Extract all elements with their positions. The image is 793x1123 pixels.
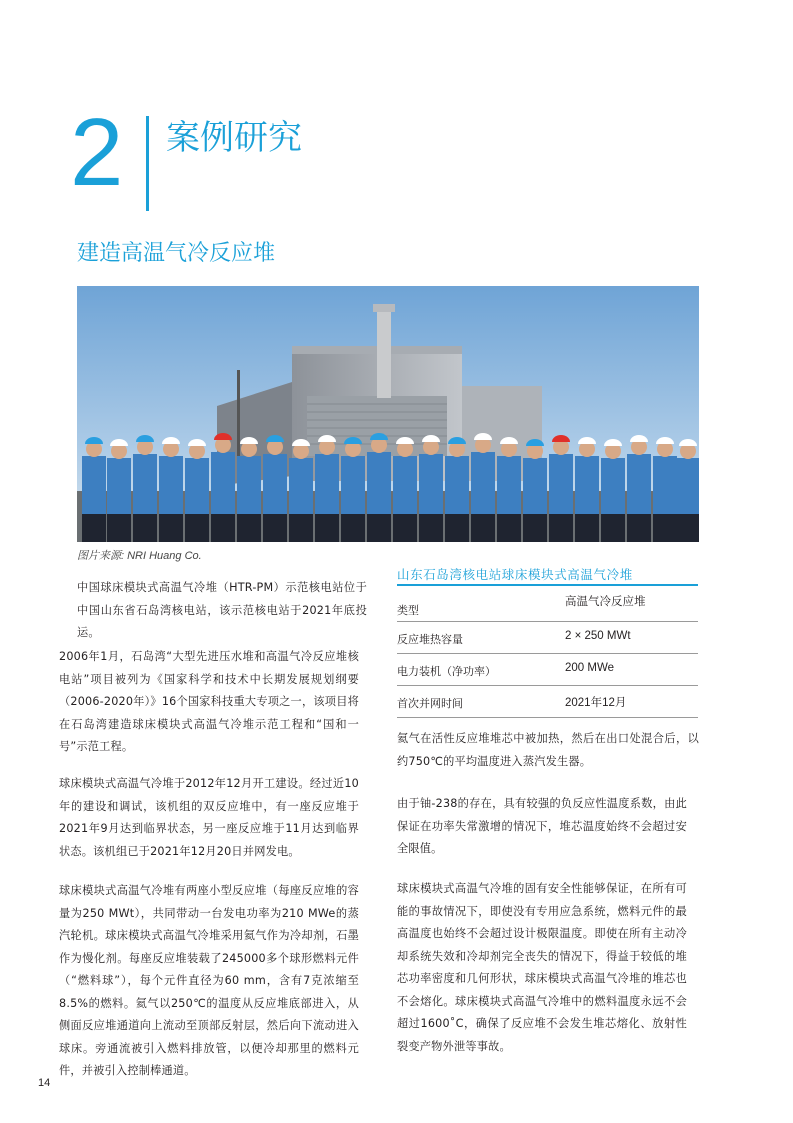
table-cell-label: 反应堆热容量 bbox=[397, 633, 463, 646]
left-paragraph-4: 球床模块式高温气冷堆有两座小型反应堆（每座反应堆的容量为250 MWt），共同带动一台发电功率为210 MWe的蒸汽轮机。球床模块式高温气冷堆采用氦气作为冷却剂，石墨作为慢化剂。每座反应堆装载了245000多个球形燃料元件（“燃料球”），每个元件直径为60 mm，含有7克浓缩至8.5%的燃料。氦气以250℃的温度从反应堆底部进入，从侧面反应堆通道向上流动至顶部反射层，然后向下流动进入球床。旁通流被引入燃料排放管，以便冷却那里的燃料元件，并被引入控制棒通道。 bbox=[59, 884, 359, 1077]
table-cell-value: 2021年12月 bbox=[565, 697, 627, 709]
table-header-value: 高温气冷反应堆 bbox=[565, 594, 646, 608]
left-paragraph-3: 球床模块式高温气冷堆于2012年12月开工建设。经过近10年的建设和调试，该机组的双反应堆中，有一座反应堆于2021年9月达到临界状态，另一座反应堆于11月达到临界状态。该机组已于2021年12月20日并网发电。 bbox=[59, 777, 359, 858]
table-cell-value: 2 × 250 MWt bbox=[565, 630, 631, 642]
right-paragraph-3: 球床模块式高温气冷堆的固有安全性能够保证，在所有可能的事故情况下，即使没有专用应急系统，燃料元件的最高温度也始终不会超过设计极限温度。即使在所有主动冷却系统失效和冷却剂完全丧失的情况下，得益于较低的堆芯功率密度和几何形状，球床模块式高温气冷堆的堆芯也不会熔化。球床模块式高温气冷堆中的燃料温度永远不会超过1600˚C，确保了反应堆不会发生堆芯熔化、放射性裂变产物外泄等事故。 bbox=[397, 882, 687, 1053]
left-paragraph-2: 2006年1月，石岛湾“大型先进压水堆和高温气冷反应堆核电站”项目被列为《国家科学和技术中长期发展规划纲要（2006-2020年）》16个国家科技重大专项之一，该项目将在石岛湾建造球床模块式高温气冷堆示范工程和“国和一号”示范工程。 bbox=[59, 650, 359, 753]
table-header-label: 类型 bbox=[397, 604, 419, 617]
page-number: 14 bbox=[38, 1077, 51, 1089]
table-cell-label: 电力装机（净功率） bbox=[397, 665, 496, 678]
table-cell-label: 首次并网时间 bbox=[397, 697, 463, 710]
right-paragraph-2: 由于铀-238的存在，具有较强的负反应性温度系数，由此保证在功率失常激增的情况下，堆芯温度始终不会超过安全限值。 bbox=[397, 797, 687, 855]
right-paragraph-1: 氦气在活性反应堆堆芯中被加热，然后在出口处混合后，以约750℃的平均温度进入蒸汽发生器。 bbox=[397, 732, 699, 768]
table-title: 山东石岛湾核电站球床模块式高温气冷堆 bbox=[397, 567, 633, 582]
photo-caption: 图片来源: NRI Huang Co. bbox=[77, 550, 202, 562]
table-cell-value: 200 MWe bbox=[565, 662, 615, 674]
photo-workers-at-plant bbox=[77, 286, 699, 542]
table-row bbox=[397, 586, 698, 622]
left-paragraph-1: 中国球床模块式高温气冷堆（HTR-PM）示范核电站位于中国山东省石岛湾核电站，该示范核电站于2021年底投运。 bbox=[77, 581, 367, 639]
table-row bbox=[397, 622, 698, 654]
chapter-title: 案例研究 bbox=[166, 118, 302, 158]
chapter-divider bbox=[146, 116, 149, 211]
table-row bbox=[397, 686, 698, 718]
table-row bbox=[397, 654, 698, 686]
chapter-number: 2 bbox=[70, 99, 124, 206]
section-title: 建造高温气冷反应堆 bbox=[77, 241, 276, 266]
